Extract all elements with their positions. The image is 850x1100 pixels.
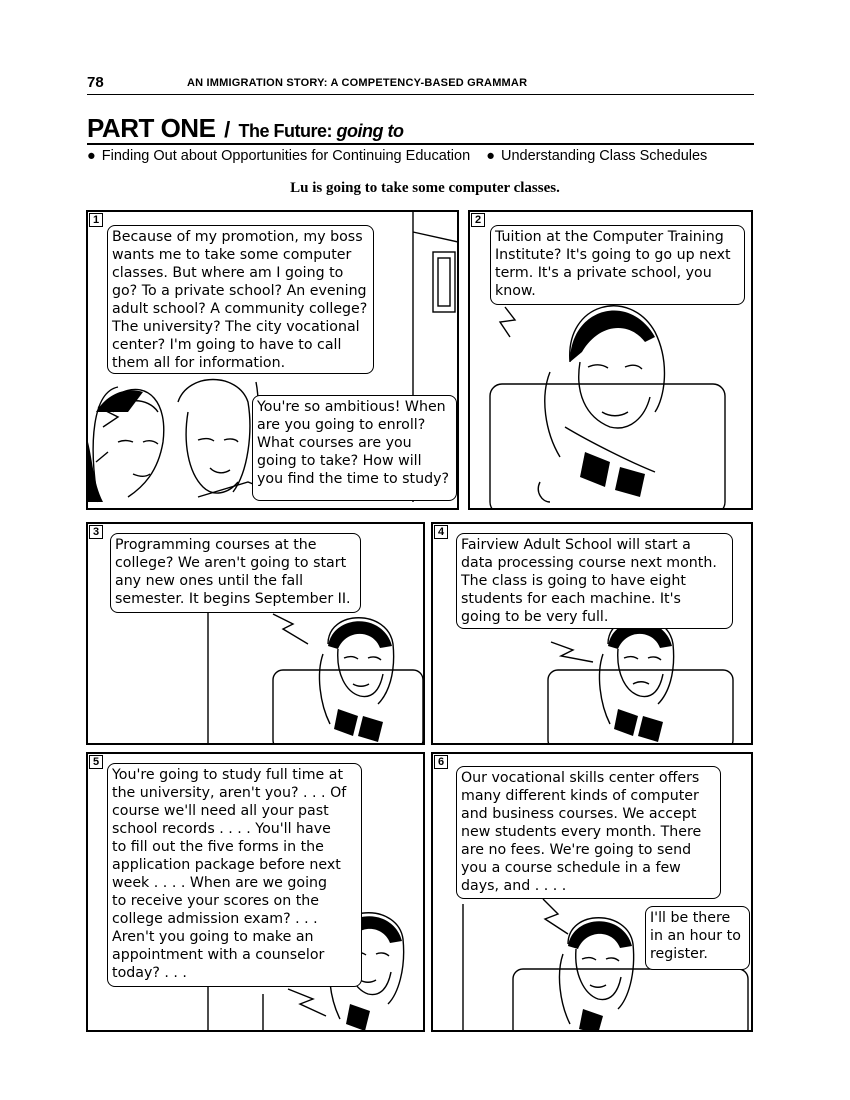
objectives-line: [87, 148, 707, 164]
panel-number: 4: [434, 525, 448, 539]
speech-bubble: I'll be there in an hour to register.: [645, 906, 750, 970]
speech-bubble: Programming courses at the college? We aren't going to start any new ones until the fall semester. It begins September II.: [110, 533, 361, 613]
panel-number: 1: [89, 213, 103, 227]
panel-number: 5: [89, 755, 103, 769]
panel-number: 3: [89, 525, 103, 539]
panel-number: 6: [434, 755, 448, 769]
part-title-slash: /: [224, 117, 230, 142]
comic-panel-6: [431, 752, 753, 1032]
running-head: AN IMMIGRATION STORY: A COMPETENCY-BASED GRAMMAR: [187, 77, 528, 89]
bullet-icon: ●: [87, 148, 96, 164]
comic-panel-2: [468, 210, 753, 510]
speech-bubble: You're so ambitious! When are you going to enroll? What courses are you going to take? How will you find the time to study?: [252, 395, 457, 501]
panel-number: 2: [471, 213, 485, 227]
comic-panel-3: [86, 522, 425, 745]
title-rule: [87, 143, 754, 145]
page-number: 78: [87, 74, 104, 91]
comic-panel-1: [86, 210, 459, 510]
comic-panel-4: [431, 522, 753, 745]
speech-bubble: Because of my promotion, my boss wants me to take some computer classes. But where am I going to go? To a private school? An evening adult school? A community college? The university? The city vocational center? I'm going to have to call them all for information.: [107, 225, 374, 374]
objective-item: Finding Out about Opportunities for Continuing Education: [101, 148, 471, 164]
part-subtitle: The Future:: [238, 121, 337, 141]
header-rule: [87, 94, 754, 95]
part-label: PART ONE: [87, 113, 216, 143]
speech-bubble: Our vocational skills center offers many different kinds of computer and business courses. We accept new students every month. There are no fees. We're going to send you a course schedule in a few days, and . . . .: [456, 766, 721, 899]
objective-item: Understanding Class Schedules: [500, 148, 708, 164]
bullet-icon: ●: [486, 148, 495, 164]
part-subtitle-emphasis: going to: [336, 121, 404, 141]
part-title: [87, 113, 404, 144]
speech-bubble: Tuition at the Computer Training Institute? It's going to go up next term. It's a private school, you know.: [490, 225, 745, 305]
speech-bubble: Fairview Adult School will start a data processing course next month. The class is going to have eight students for each machine. It's going to be very full.: [456, 533, 733, 629]
comic-panel-5: [86, 752, 425, 1032]
speech-bubble: You're going to study full time at the university, aren't you? . . . Of course we'll need all your past school records . . . . You'll have to fill out the five forms in the application package before next week . . . . When are we going to receive your scores on the college admission exam? . . . Aren't you going to make an appointment with a counselor today? . . .: [107, 763, 362, 987]
intro-sentence: Lu is going to take some computer classes.: [290, 180, 560, 196]
